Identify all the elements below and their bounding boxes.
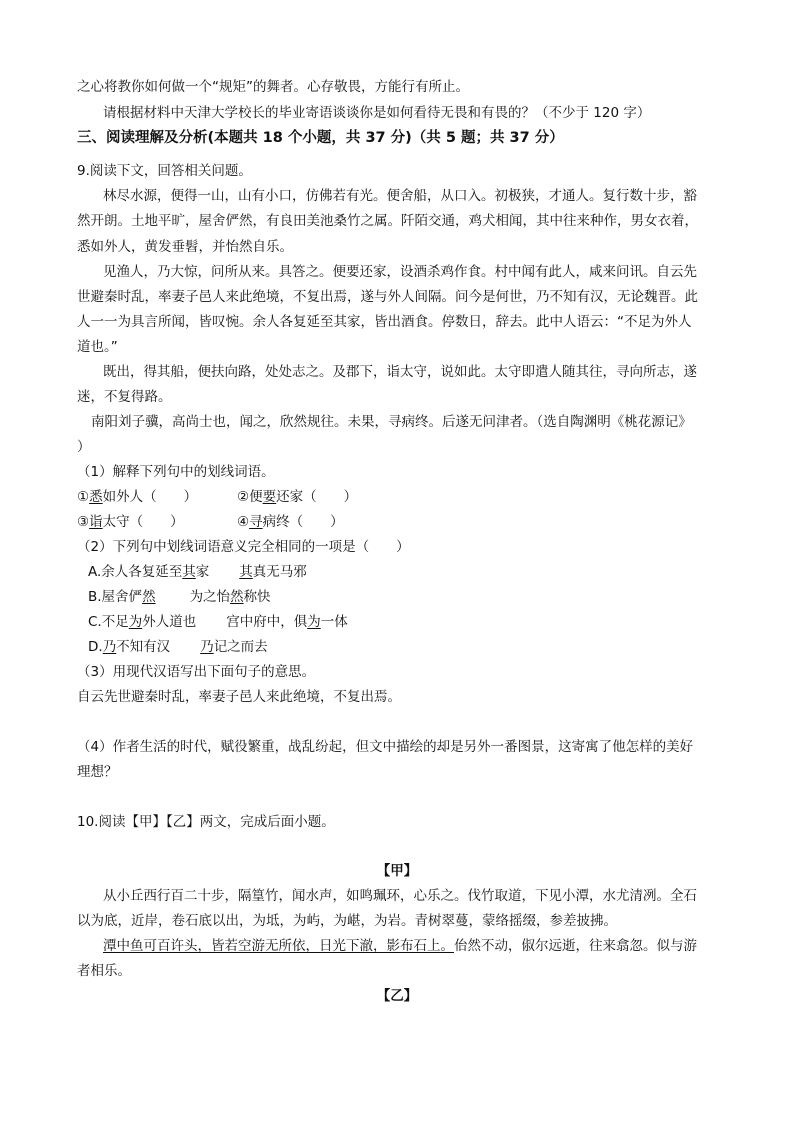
q9-sub2-option-d: D.乃不知有汉 乃记之而去 (88, 639, 268, 655)
q9-sub1-item: ③诣太守（ ） (77, 514, 184, 530)
jia-line-underlined: 潭中鱼可百许头，皆若空游无所依，日光下澈，影布石上。佁然不动，俶尔远逝，往来翕忽。似与游 (103, 938, 697, 954)
q9-passage-line: 见渔人，乃大惊，问所从来。具答之。便要还家，设酒杀鸡作食。村中闻有此人，咸来问讯。自云先 (103, 264, 697, 280)
q9-sub2-option-b: B.屋舍俨然 为之怡然称快 (88, 589, 271, 605)
q9-passage-line: 悉如外人，黄发垂髫，并怡然自乐。 (77, 239, 293, 255)
q9-sub4-line-1: （4）作者生活的时代，赋役繁重，战乱纷起，但文中描绘的却是另外一番图景，这寄寓了他怎样的美好 (77, 739, 694, 755)
q9-sub2-option-c: C.不足为外人道也 宫中府中，俱为一体 (88, 614, 348, 630)
q9-passage-line: 人一一为具言所闻，皆叹惋。余人各复延至其家，皆出酒食。停数日，辞去。此中人语云：“不足为外人 (77, 314, 692, 330)
q9-passage-line: 迷，不复得路。 (77, 389, 172, 405)
q9-sub1-item: ①悉如外人（ ） (77, 489, 198, 505)
q9-sub1-item: ②便要还家（ ） (237, 489, 358, 505)
q9-sub1-row-2 (77, 513, 344, 531)
q9-passage-line: 然开朗。土地平旷，屋舍俨然，有良田美池桑竹之属。阡陌交通，鸡犬相闻，其中往来种作，男女衣着， (77, 213, 698, 229)
q9-passage-line: ） (77, 439, 91, 455)
q9-prompt: 9.阅读下文，回答相关问题。 (77, 163, 252, 179)
jia-heading: 【甲】 (376, 863, 418, 879)
q10-prompt: 10.阅读【甲】【乙】两文，完成后面小题。 (77, 814, 335, 830)
jia-line: 从小丘西行百二十步，隔篁竹，闻水声，如鸣珮环，心乐之。伐竹取道，下见小潭，水尤清冽。全石 (103, 888, 697, 904)
intro-line-1: 之心将教你如何做一个“规矩”的舞者。心存敬畏，方能行有所止。 (77, 79, 469, 95)
q9-passage-line: 南阳刘子骥，高尚士也，闻之，欣然规往。未果，寻病终。后遂无问津者。（选自陶渊明《桃花源记》 (91, 414, 692, 430)
jia-line: 者相乐。 (77, 963, 131, 979)
q9-sub1-title: （1）解释下列句中的划线词语。 (77, 464, 275, 480)
q9-sub2-option-a: A.余人各复延至其家 其真无马邪 (88, 564, 307, 580)
q9-sub3-title: （3）用现代汉语写出下面句子的意思。 (77, 664, 316, 680)
q9-sub1-row-1 (77, 488, 357, 506)
q9-sub4-line-2: 理想？ (77, 764, 118, 780)
jia-underlined-sentence: 潭中鱼可百许头，皆若空游无所依，日光下澈，影布石上。 (103, 938, 454, 954)
q9-sub3-sentence: 自云先世避秦时乱，率妻子邑人来此绝境，不复出焉。 (77, 689, 401, 705)
yi-heading: 【乙】 (376, 988, 418, 1004)
q9-sub2-title: （2）下列句中划线词语意义完全相同的一项是（ ） (77, 539, 410, 555)
essay-prompt: 请根据材料中天津大学校长的毕业寄语谈谈你是如何看待无畏和有畏的？（不少于 120 字） (103, 105, 651, 121)
jia-line: 以为底，近岸，卷石底以出，为坻，为屿，为嵁，为岩。青树翠蔓，蒙络摇缀，参差披拂。 (77, 913, 617, 929)
q9-passage-line: 既出，得其船，便扶向路，处处志之。及郡下，诣太守，说如此。太守即遣人随其往，寻向所志，遂 (103, 364, 697, 380)
q9-sub1-item: ④寻病终（ ） (237, 514, 344, 530)
q9-passage-line: 林尽水源，便得一山，山有小口，仿佛若有光。便舍船，从口入。初极狭，才通人。复行数十步，豁 (103, 188, 697, 204)
q9-passage-line: 世避秦时乱，率妻子邑人来此绝境，不复出焉，遂与外人间隔。问今是何世，乃不知有汉，无论魏晋。此 (77, 289, 698, 305)
section-3-heading: 三、阅读理解及分析(本题共 18 个小题，共 37 分)（共 5 题；共 37 分） (77, 130, 564, 146)
q9-passage-line: 道也。” (77, 339, 118, 355)
